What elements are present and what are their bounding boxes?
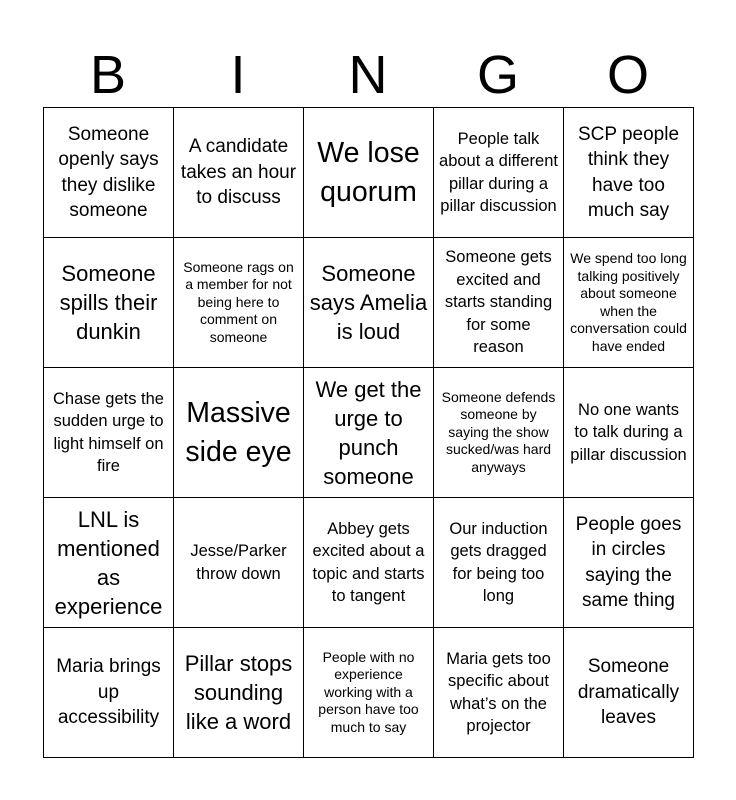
header-letter-i: I bbox=[230, 45, 246, 105]
bingo-row bbox=[44, 108, 694, 238]
bingo-grid bbox=[43, 107, 694, 758]
bingo-cell[interactable]: People goes in circles saying the same thing bbox=[564, 498, 694, 628]
bingo-cell[interactable]: People talk about a different pillar during a pillar discussion bbox=[434, 108, 564, 238]
bingo-cell[interactable]: SCP people think they have too much say bbox=[564, 108, 694, 238]
bingo-row bbox=[44, 628, 694, 758]
bingo-cell[interactable]: We spend too long talking positively about someone when the conversation could have ended bbox=[564, 238, 694, 368]
bingo-cell[interactable]: Jesse/Parker throw down bbox=[174, 498, 304, 628]
bingo-cell[interactable]: Pillar stops sounding like a word bbox=[174, 628, 304, 758]
header-letter-g: G bbox=[476, 45, 519, 105]
bingo-row bbox=[44, 368, 694, 498]
bingo-header bbox=[43, 44, 693, 106]
bingo-cell[interactable]: Our induction gets dragged for being too long bbox=[434, 498, 564, 628]
bingo-cell[interactable]: Someone openly says they dislike someone bbox=[44, 108, 174, 238]
bingo-cell[interactable]: Someone gets excited and starts standing for some reason bbox=[434, 238, 564, 368]
bingo-cell[interactable]: LNL is mentioned as experience bbox=[44, 498, 174, 628]
header-letter-n: N bbox=[348, 45, 388, 105]
bingo-cell[interactable]: Someone defends someone by saying the show sucked/was hard anyways bbox=[434, 368, 564, 498]
bingo-cell[interactable]: No one wants to talk during a pillar discussion bbox=[564, 368, 694, 498]
bingo-cell[interactable]: Someone rags on a member for not being here to comment on someone bbox=[174, 238, 304, 368]
bingo-cell[interactable]: Massive side eye bbox=[174, 368, 304, 498]
bingo-cell[interactable]: We lose quorum bbox=[304, 108, 434, 238]
bingo-cell[interactable]: Maria gets too specific about what’s on the projector bbox=[434, 628, 564, 758]
bingo-cell[interactable]: Someone dramatically leaves bbox=[564, 628, 694, 758]
bingo-cell[interactable]: Maria brings up accessibility bbox=[44, 628, 174, 758]
bingo-cell[interactable]: Chase gets the sudden urge to light himself on fire bbox=[44, 368, 174, 498]
bingo-row bbox=[44, 238, 694, 368]
bingo-cell[interactable]: Abbey gets excited about a topic and starts to tangent bbox=[304, 498, 434, 628]
bingo-cell[interactable]: People with no experience working with a person have too much to say bbox=[304, 628, 434, 758]
bingo-cell[interactable]: We get the urge to punch someone bbox=[304, 368, 434, 498]
header-letter-b: B bbox=[89, 45, 127, 105]
bingo-cell[interactable]: Someone says Amelia is loud bbox=[304, 238, 434, 368]
header-letter-o: O bbox=[606, 45, 649, 105]
bingo-cell[interactable]: A candidate takes an hour to discuss bbox=[174, 108, 304, 238]
bingo-cell[interactable]: Someone spills their dunkin bbox=[44, 238, 174, 368]
bingo-row bbox=[44, 498, 694, 628]
